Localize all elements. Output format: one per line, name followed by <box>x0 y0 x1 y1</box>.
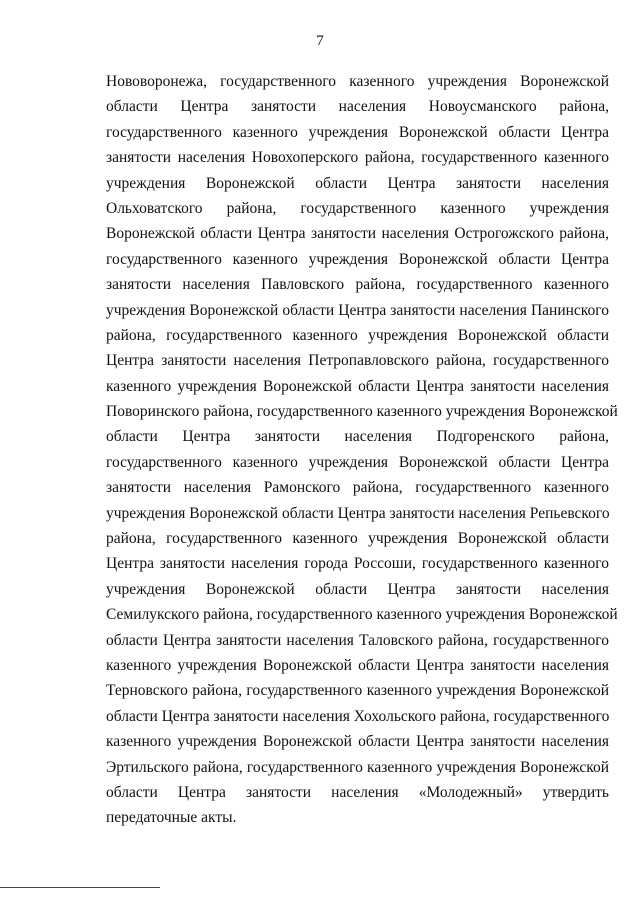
text-line: Воронежской области Центра занятости населения Острогожского района, <box>106 225 609 243</box>
text-line: района, государственного казенного учреждения Воронежской области <box>106 326 609 344</box>
text-line: занятости населения Новохоперского района, государственного казенного <box>106 149 609 167</box>
text-line: учреждения Воронежской области Центра занятости населения <box>106 174 609 192</box>
text-line: занятости населения Рамонского района, государственного казенного <box>106 479 609 497</box>
text-line: Семилукского района, государственного казенного учреждения Воронежской <box>106 606 618 624</box>
text-line: Центра занятости населения Петропавловского района, государственного <box>106 352 609 370</box>
text-line: казенного учреждения Воронежской области Центра занятости населения <box>106 377 609 395</box>
text-line: занятости населения Павловского района, государственного казенного <box>106 276 609 294</box>
text-line: государственного казенного учреждения Воронежской области Центра <box>106 250 609 268</box>
text-line: области Центра занятости населения «Молодежный» утвердить <box>106 783 609 801</box>
text-line: области Центра занятости населения Хохольского района, государственного <box>106 707 610 725</box>
text-line: Эртильского района, государственного казенного учреждения Воронежской <box>106 758 609 776</box>
text-line: государственного казенного учреждения Воронежской области Центра <box>106 123 609 141</box>
footer-rule <box>0 887 160 888</box>
text-line: учреждения Воронежской области Центра занятости населения <box>106 580 609 598</box>
text-line: учреждения Воронежской области Центра занятости населения Панинского <box>106 301 609 319</box>
text-line: Ольховатского района, государственного казенного учреждения <box>106 199 609 217</box>
document-body <box>106 69 618 831</box>
text-line: Нововоронежа, государственного казенного учреждения Воронежской <box>106 73 609 90</box>
text-line: государственного казенного учреждения Воронежской области Центра <box>106 453 609 471</box>
text-line: Терновского района, государственного казенного учреждения Воронежской <box>106 682 609 700</box>
text-line: казенного учреждения Воронежской области Центра занятости населения <box>106 733 609 751</box>
text-line: учреждения Воронежской области Центра занятости населения Репьевского <box>106 504 610 522</box>
text-line: казенного учреждения Воронежской области Центра занятости населения <box>106 656 609 674</box>
text-line: Центра занятости населения города Россоши, государственного казенного <box>106 555 609 573</box>
text-line: области Центра занятости населения Подгоренского района, <box>106 428 609 446</box>
text-line: области Центра занятости населения Таловского района, государственного <box>106 631 609 649</box>
page-number: 7 <box>316 33 324 49</box>
text-line: района, государственного казенного учреждения Воронежской области <box>106 530 609 548</box>
text-line: области Центра занятости населения Новоусманского района, <box>106 98 609 116</box>
text-line: передаточные акты. <box>106 809 237 827</box>
text-line: Поворинского района, государственного казенного учреждения Воронежской <box>106 403 618 421</box>
